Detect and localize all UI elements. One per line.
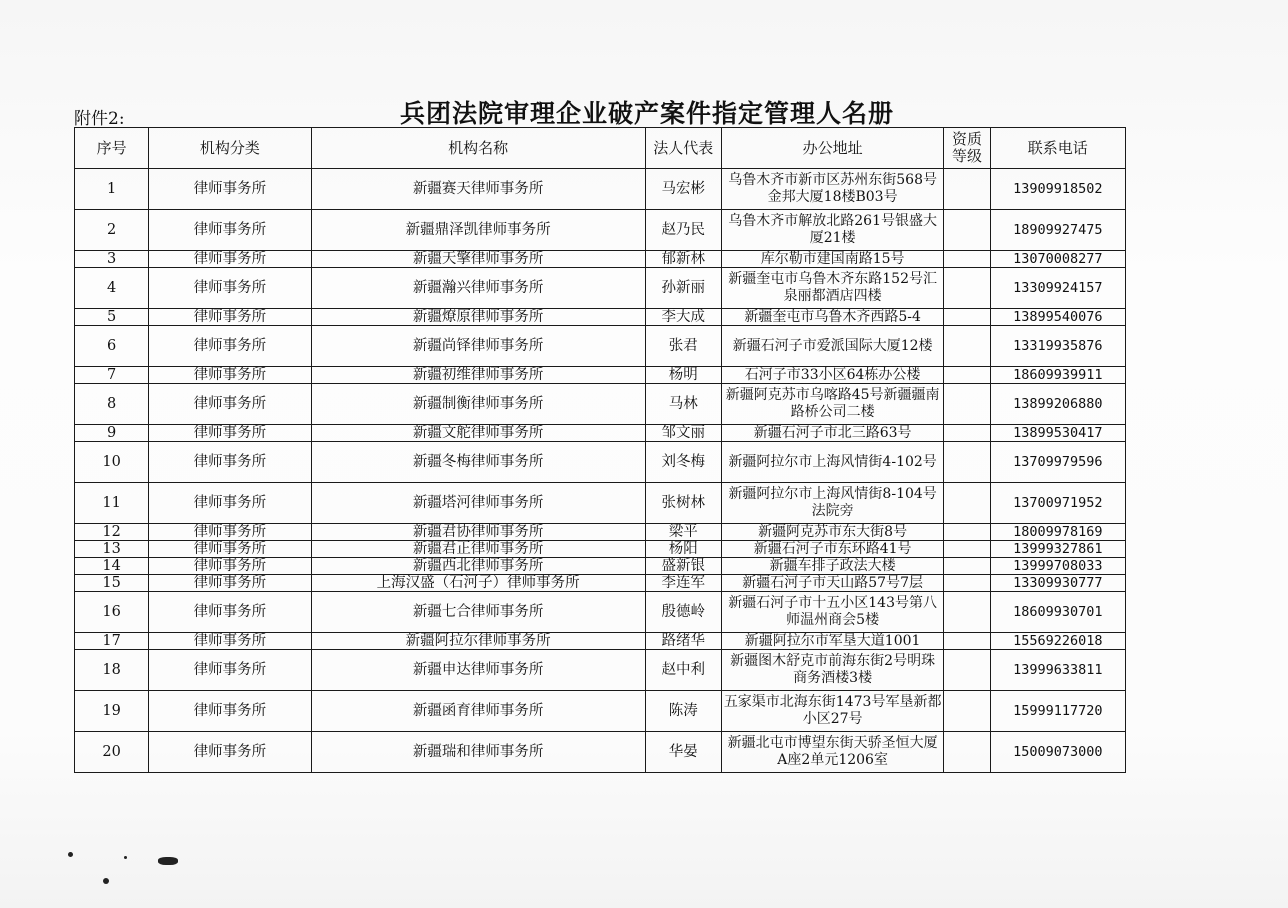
cell-phone: 13999708033	[990, 558, 1125, 575]
cell-phone: 18609939911	[990, 367, 1125, 384]
table-row	[75, 732, 1126, 773]
table-row	[75, 367, 1126, 384]
cell-address: 新疆阿拉尔市上海风情街8-104号法院旁	[721, 483, 944, 524]
cell-address: 新疆石河子市十五小区143号第八师温州商会5楼	[721, 592, 944, 633]
cell-address: 新疆石河子市天山路57号7层	[721, 575, 944, 592]
cell-rep: 梁平	[645, 524, 721, 541]
cell-name: 新疆文舵律师事务所	[311, 425, 645, 442]
table-row	[75, 326, 1126, 367]
table-row	[75, 575, 1126, 592]
cell-phone: 13899206880	[990, 384, 1125, 425]
cell-name: 新疆赛天律师事务所	[311, 169, 645, 210]
cell-rep: 郁新林	[645, 251, 721, 268]
cell-type: 律师事务所	[149, 633, 311, 650]
cell-type: 律师事务所	[149, 210, 311, 251]
cell-address: 五家渠市北海东街1473号军垦新都小区27号	[721, 691, 944, 732]
cell-name: 新疆初维律师事务所	[311, 367, 645, 384]
cell-no: 18	[75, 650, 149, 691]
cell-grade	[944, 210, 990, 251]
cell-type: 律师事务所	[149, 442, 311, 483]
cell-name: 新疆君协律师事务所	[311, 524, 645, 541]
cell-grade	[944, 592, 990, 633]
cell-phone: 13700971952	[990, 483, 1125, 524]
cell-grade	[944, 524, 990, 541]
cell-grade	[944, 169, 990, 210]
cell-address: 新疆石河子市东环路41号	[721, 541, 944, 558]
cell-type: 律师事务所	[149, 384, 311, 425]
cell-grade	[944, 425, 990, 442]
table-header-row	[75, 128, 1126, 169]
cell-rep: 马宏彬	[645, 169, 721, 210]
table-row	[75, 524, 1126, 541]
cell-phone: 13999633811	[990, 650, 1125, 691]
scan-speck	[68, 852, 73, 857]
cell-no: 4	[75, 268, 149, 309]
cell-name: 新疆鼎泽凯律师事务所	[311, 210, 645, 251]
cell-grade	[944, 483, 990, 524]
cell-rep: 路绪华	[645, 633, 721, 650]
cell-type: 律师事务所	[149, 575, 311, 592]
cell-phone: 18609930701	[990, 592, 1125, 633]
cell-type: 律师事务所	[149, 592, 311, 633]
cell-no: 2	[75, 210, 149, 251]
cell-grade	[944, 367, 990, 384]
cell-type: 律师事务所	[149, 169, 311, 210]
cell-name: 新疆函育律师事务所	[311, 691, 645, 732]
cell-address: 新疆奎屯市乌鲁木齐东路152号汇泉丽都酒店四楼	[721, 268, 944, 309]
table-row	[75, 251, 1126, 268]
cell-phone: 13309930777	[990, 575, 1125, 592]
cell-no: 9	[75, 425, 149, 442]
cell-rep: 赵乃民	[645, 210, 721, 251]
cell-rep: 杨阳	[645, 541, 721, 558]
table-row	[75, 592, 1126, 633]
cell-grade	[944, 575, 990, 592]
header-name: 机构名称	[311, 128, 645, 169]
cell-grade	[944, 268, 990, 309]
cell-grade	[944, 633, 990, 650]
cell-no: 15	[75, 575, 149, 592]
table-row	[75, 541, 1126, 558]
cell-phone: 13070008277	[990, 251, 1125, 268]
scan-speck	[158, 857, 178, 865]
cell-no: 1	[75, 169, 149, 210]
cell-rep: 邹文丽	[645, 425, 721, 442]
cell-phone: 13899530417	[990, 425, 1125, 442]
cell-address: 新疆阿拉尔市上海风情街4-102号	[721, 442, 944, 483]
cell-grade	[944, 384, 990, 425]
cell-address: 新疆石河子市北三路63号	[721, 425, 944, 442]
cell-address: 乌鲁木齐市解放北路261号银盛大厦21楼	[721, 210, 944, 251]
cell-type: 律师事务所	[149, 268, 311, 309]
cell-phone: 13309924157	[990, 268, 1125, 309]
cell-name: 新疆申达律师事务所	[311, 650, 645, 691]
cell-phone: 13909918502	[990, 169, 1125, 210]
cell-address: 石河子市33小区64栋办公楼	[721, 367, 944, 384]
table-row	[75, 169, 1126, 210]
scan-speck	[124, 856, 127, 859]
cell-address: 新疆北屯市博望东街天骄圣恒大厦A座2单元1206室	[721, 732, 944, 773]
header-rep: 法人代表	[645, 128, 721, 169]
table-row	[75, 442, 1126, 483]
cell-type: 律师事务所	[149, 309, 311, 326]
cell-rep: 李大成	[645, 309, 721, 326]
cell-grade	[944, 558, 990, 575]
cell-no: 8	[75, 384, 149, 425]
cell-phone: 15999117720	[990, 691, 1125, 732]
cell-name: 新疆制衡律师事务所	[311, 384, 645, 425]
cell-name: 新疆瀚兴律师事务所	[311, 268, 645, 309]
table-row	[75, 309, 1126, 326]
cell-no: 7	[75, 367, 149, 384]
cell-rep: 马林	[645, 384, 721, 425]
table-row	[75, 384, 1126, 425]
cell-grade	[944, 326, 990, 367]
cell-address: 新疆车排子政法大楼	[721, 558, 944, 575]
cell-name: 新疆瑞和律师事务所	[311, 732, 645, 773]
cell-no: 16	[75, 592, 149, 633]
cell-type: 律师事务所	[149, 367, 311, 384]
cell-grade	[944, 691, 990, 732]
cell-phone: 13319935876	[990, 326, 1125, 367]
cell-address: 新疆图木舒克市前海东街2号明珠商务酒楼3楼	[721, 650, 944, 691]
cell-address: 新疆阿克苏市乌喀路45号新疆疆南路桥公司二楼	[721, 384, 944, 425]
page-title: 兵团法院审理企业破产案件指定管理人名册	[400, 99, 895, 128]
cell-rep: 张树林	[645, 483, 721, 524]
cell-no: 13	[75, 541, 149, 558]
cell-type: 律师事务所	[149, 425, 311, 442]
cell-phone: 13709979596	[990, 442, 1125, 483]
cell-type: 律师事务所	[149, 691, 311, 732]
cell-type: 律师事务所	[149, 326, 311, 367]
scan-speck	[103, 878, 109, 884]
cell-rep: 李连军	[645, 575, 721, 592]
header-phone: 联系电话	[990, 128, 1125, 169]
header-type: 机构分类	[149, 128, 311, 169]
table-row	[75, 483, 1126, 524]
table-row	[75, 633, 1126, 650]
cell-rep: 孙新丽	[645, 268, 721, 309]
cell-address: 新疆奎屯市乌鲁木齐西路5-4	[721, 309, 944, 326]
header-address: 办公地址	[721, 128, 944, 169]
cell-phone: 18009978169	[990, 524, 1125, 541]
cell-name: 新疆西北律师事务所	[311, 558, 645, 575]
cell-rep: 盛新银	[645, 558, 721, 575]
cell-name: 新疆塔河律师事务所	[311, 483, 645, 524]
cell-rep: 陈涛	[645, 691, 721, 732]
cell-type: 律师事务所	[149, 541, 311, 558]
cell-type: 律师事务所	[149, 251, 311, 268]
table-body	[75, 169, 1126, 773]
cell-type: 律师事务所	[149, 483, 311, 524]
cell-address: 新疆阿拉尔市军垦大道1001	[721, 633, 944, 650]
cell-address: 库尔勒市建国南路15号	[721, 251, 944, 268]
cell-rep: 杨明	[645, 367, 721, 384]
cell-no: 6	[75, 326, 149, 367]
table-row	[75, 650, 1126, 691]
table-row	[75, 210, 1126, 251]
cell-name: 新疆阿拉尔律师事务所	[311, 633, 645, 650]
cell-name: 新疆七合律师事务所	[311, 592, 645, 633]
cell-no: 14	[75, 558, 149, 575]
cell-type: 律师事务所	[149, 558, 311, 575]
cell-address: 新疆阿克苏市东大街8号	[721, 524, 944, 541]
cell-no: 12	[75, 524, 149, 541]
cell-phone: 13999327861	[990, 541, 1125, 558]
cell-phone: 15569226018	[990, 633, 1125, 650]
cell-name: 新疆燎原律师事务所	[311, 309, 645, 326]
cell-rep: 华晏	[645, 732, 721, 773]
cell-no: 19	[75, 691, 149, 732]
cell-grade	[944, 442, 990, 483]
cell-rep: 殷德岭	[645, 592, 721, 633]
cell-grade	[944, 732, 990, 773]
table-row	[75, 691, 1126, 732]
cell-phone: 18909927475	[990, 210, 1125, 251]
cell-rep: 张君	[645, 326, 721, 367]
cell-no: 17	[75, 633, 149, 650]
cell-type: 律师事务所	[149, 524, 311, 541]
cell-grade	[944, 650, 990, 691]
cell-name: 新疆君正律师事务所	[311, 541, 645, 558]
cell-phone: 13899540076	[990, 309, 1125, 326]
cell-rep: 赵中利	[645, 650, 721, 691]
cell-grade	[944, 541, 990, 558]
table-row	[75, 425, 1126, 442]
administrator-roster-table	[74, 127, 1126, 773]
cell-no: 11	[75, 483, 149, 524]
header-grade: 资质等级	[944, 128, 990, 169]
cell-address: 乌鲁木齐市新市区苏州东街568号金邦大厦18楼B03号	[721, 169, 944, 210]
cell-no: 5	[75, 309, 149, 326]
cell-rep: 刘冬梅	[645, 442, 721, 483]
cell-name: 新疆尚铎律师事务所	[311, 326, 645, 367]
attachment-label: 附件2:	[74, 109, 125, 129]
cell-name: 新疆冬梅律师事务所	[311, 442, 645, 483]
cell-type: 律师事务所	[149, 650, 311, 691]
cell-grade	[944, 309, 990, 326]
cell-name: 新疆天擎律师事务所	[311, 251, 645, 268]
table-row	[75, 558, 1126, 575]
header-no: 序号	[75, 128, 149, 169]
cell-no: 20	[75, 732, 149, 773]
cell-no: 10	[75, 442, 149, 483]
cell-address: 新疆石河子市爱派国际大厦12楼	[721, 326, 944, 367]
cell-name: 上海汉盛（石河子）律师事务所	[311, 575, 645, 592]
cell-grade	[944, 251, 990, 268]
cell-type: 律师事务所	[149, 732, 311, 773]
cell-phone: 15009073000	[990, 732, 1125, 773]
table-row	[75, 268, 1126, 309]
cell-no: 3	[75, 251, 149, 268]
